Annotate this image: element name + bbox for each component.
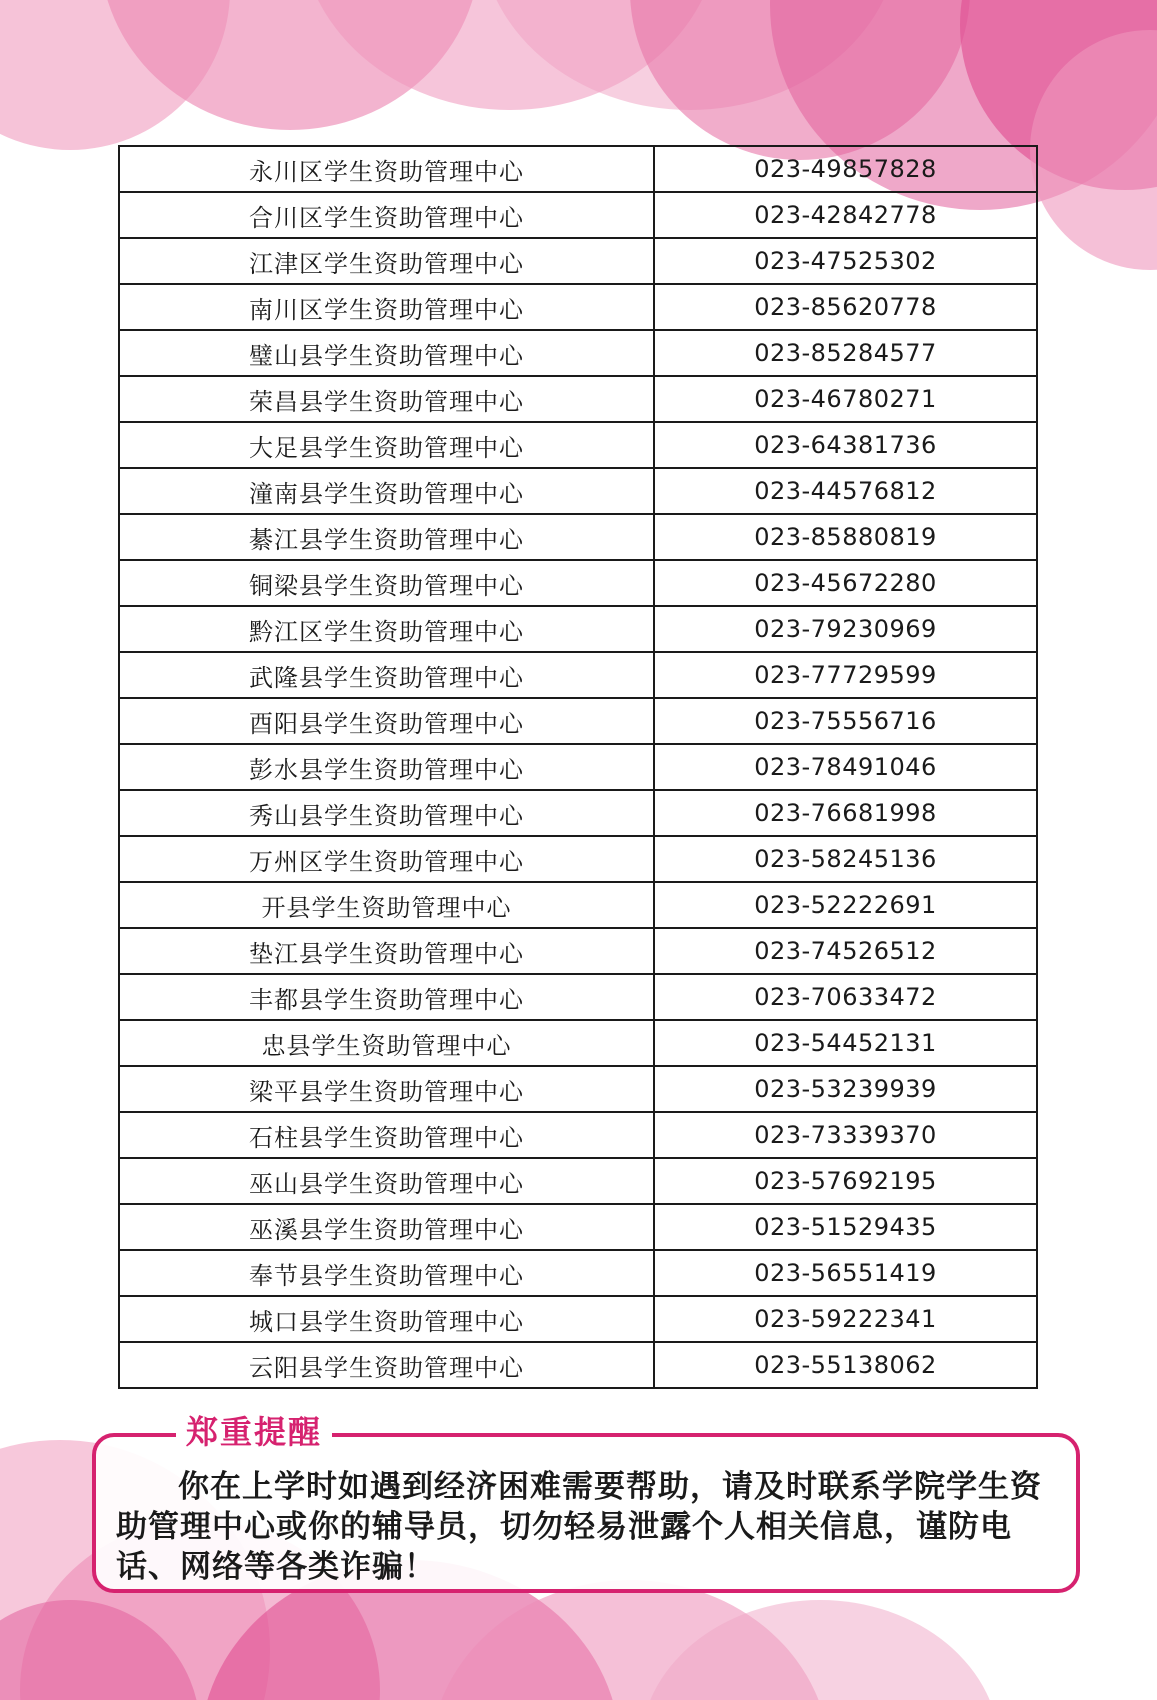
phone-number-cell: 023-46780271	[654, 376, 1037, 422]
table-row	[119, 1112, 1037, 1158]
table-row	[119, 928, 1037, 974]
phone-number-cell: 023-73339370	[654, 1112, 1037, 1158]
center-name-cell: 大足县学生资助管理中心	[119, 422, 654, 468]
center-name-cell: 潼南县学生资助管理中心	[119, 468, 654, 514]
phone-number-cell: 023-57692195	[654, 1158, 1037, 1204]
center-name-cell: 云阳县学生资助管理中心	[119, 1342, 654, 1388]
phone-number-cell: 023-47525302	[654, 238, 1037, 284]
phone-number-cell: 023-45672280	[654, 560, 1037, 606]
phone-number-cell: 023-51529435	[654, 1204, 1037, 1250]
center-name-cell: 武隆县学生资助管理中心	[119, 652, 654, 698]
center-name-cell: 合川区学生资助管理中心	[119, 192, 654, 238]
table-row	[119, 1066, 1037, 1112]
center-name-cell: 荣昌县学生资助管理中心	[119, 376, 654, 422]
center-name-cell: 忠县学生资助管理中心	[119, 1020, 654, 1066]
phone-number-cell: 023-44576812	[654, 468, 1037, 514]
phone-number-cell: 023-52222691	[654, 882, 1037, 928]
phone-number-cell: 023-55138062	[654, 1342, 1037, 1388]
table-row	[119, 974, 1037, 1020]
phone-number-cell: 023-74526512	[654, 928, 1037, 974]
phone-number-cell: 023-79230969	[654, 606, 1037, 652]
phone-number-cell: 023-64381736	[654, 422, 1037, 468]
table-row	[119, 1204, 1037, 1250]
table-row	[119, 1158, 1037, 1204]
center-name-cell: 南川区学生资助管理中心	[119, 284, 654, 330]
contact-table	[118, 145, 1038, 1389]
table-row	[119, 1250, 1037, 1296]
notice-body: 你在上学时如遇到经济困难需要帮助，请及时联系学院学生资助管理中心或你的辅导员，切勿轻易泄露个人相关信息，谨防电话、网络等各类诈骗！	[116, 1469, 1042, 1585]
table-row	[119, 284, 1037, 330]
center-name-cell: 黔江区学生资助管理中心	[119, 606, 654, 652]
center-name-cell: 石柱县学生资助管理中心	[119, 1112, 654, 1158]
phone-number-cell: 023-42842778	[654, 192, 1037, 238]
table-row	[119, 836, 1037, 882]
center-name-cell: 彭水县学生资助管理中心	[119, 744, 654, 790]
center-name-cell: 城口县学生资助管理中心	[119, 1296, 654, 1342]
center-name-cell: 秀山县学生资助管理中心	[119, 790, 654, 836]
center-name-cell: 巫溪县学生资助管理中心	[119, 1204, 654, 1250]
center-name-cell: 奉节县学生资助管理中心	[119, 1250, 654, 1296]
table-row	[119, 422, 1037, 468]
phone-number-cell: 023-85880819	[654, 514, 1037, 560]
phone-number-cell: 023-77729599	[654, 652, 1037, 698]
phone-number-cell: 023-75556716	[654, 698, 1037, 744]
phone-number-cell: 023-54452131	[654, 1020, 1037, 1066]
center-name-cell: 万州区学生资助管理中心	[119, 836, 654, 882]
center-name-cell: 铜梁县学生资助管理中心	[119, 560, 654, 606]
table-row	[119, 376, 1037, 422]
center-name-cell: 垫江县学生资助管理中心	[119, 928, 654, 974]
center-name-cell: 巫山县学生资助管理中心	[119, 1158, 654, 1204]
center-name-cell: 永川区学生资助管理中心	[119, 146, 654, 192]
center-name-cell: 綦江县学生资助管理中心	[119, 514, 654, 560]
table-row	[119, 790, 1037, 836]
phone-number-cell: 023-58245136	[654, 836, 1037, 882]
table-row	[119, 192, 1037, 238]
phone-number-cell: 023-85620778	[654, 284, 1037, 330]
table-row	[119, 468, 1037, 514]
center-name-cell: 丰都县学生资助管理中心	[119, 974, 654, 1020]
center-name-cell: 江津区学生资助管理中心	[119, 238, 654, 284]
table-row	[119, 560, 1037, 606]
center-name-cell: 开县学生资助管理中心	[119, 882, 654, 928]
phone-number-cell: 023-85284577	[654, 330, 1037, 376]
phone-number-cell: 023-76681998	[654, 790, 1037, 836]
table-row	[119, 652, 1037, 698]
center-name-cell: 酉阳县学生资助管理中心	[119, 698, 654, 744]
table-row	[119, 1020, 1037, 1066]
phone-number-cell: 023-78491046	[654, 744, 1037, 790]
table-row	[119, 238, 1037, 284]
table-body	[119, 146, 1037, 1388]
table-row	[119, 606, 1037, 652]
table-row	[119, 698, 1037, 744]
notice-title: 郑重提醒	[176, 1407, 332, 1453]
center-name-cell: 璧山县学生资助管理中心	[119, 330, 654, 376]
notice-box	[92, 1413, 1080, 1593]
phone-number-cell: 023-53239939	[654, 1066, 1037, 1112]
table-row	[119, 330, 1037, 376]
phone-number-cell: 023-70633472	[654, 974, 1037, 1020]
table-row	[119, 882, 1037, 928]
table-row	[119, 146, 1037, 192]
phone-number-cell: 023-49857828	[654, 146, 1037, 192]
center-name-cell: 梁平县学生资助管理中心	[119, 1066, 654, 1112]
table-row	[119, 1296, 1037, 1342]
phone-number-cell: 023-59222341	[654, 1296, 1037, 1342]
table-row	[119, 514, 1037, 560]
table-row	[119, 1342, 1037, 1388]
table-row	[119, 744, 1037, 790]
phone-number-cell: 023-56551419	[654, 1250, 1037, 1296]
